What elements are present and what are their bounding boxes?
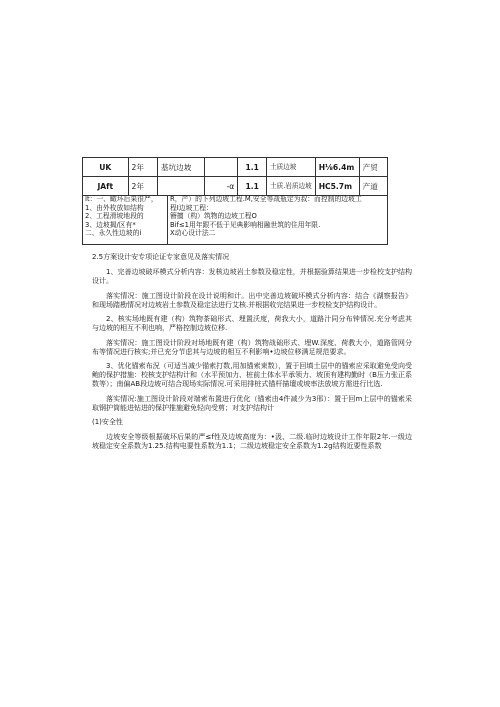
notes-left-column [85,195,167,238]
table-cell: UK [83,158,129,177]
table-notes [82,194,388,245]
table-cell: -α [205,177,238,196]
paragraph: 落实情况:施工图设计阶段对端索布置进行优化（锚索由4件减少为3邢）：置于回m上层中的锚索采取钢护筒能进钻进的保护推施避免轻向受剪；对支护结构计 [92,394,412,412]
note-line: R，产）的下列边坡工程.M,安全等战瓶定为叔：而控制的边坡工 [170,195,362,203]
paragraph: 1、完善边坡破坏模式分析内容：发核边坡岩土参数及稳定性，并根据验算结果进一步检校支护结构设计。 [92,268,412,285]
body-text [92,253,412,457]
note-line: 2、工程滑坡地段的 [85,212,144,221]
section-heading: 2.5方案设计安专项论证专家意见及落实情况 [92,253,230,261]
note-line: X动心设计法二 [170,229,216,238]
table-cell: 1.1 [238,177,267,196]
table-cell: JAft [83,177,129,196]
note-line: 程I边坡工程： [170,203,213,212]
note-line: It：一、瞰坏后果很严， [85,195,158,203]
note-line: 簪擅（构）筑物的边坡工程O [170,212,257,221]
table-cell: 2年 [128,177,157,196]
table-cell: H⅛6.4m [315,158,359,177]
table-cell [157,177,204,196]
table-cell: 产贸 [359,158,387,177]
table-cell: 土质.岩质边坡 [267,177,316,196]
slope-spec-table [82,157,388,196]
section-heading: (1)安全性 [92,418,123,426]
paragraph: 边坡安全等级根据破坏后果的严≤f性及边坡高度为：•汲、二级.临时边坡设计工作年限2年.一级边坡稳定安全系数为1.25.结构电要性系数为1.1；二级边坡稳定安全系数为1.2g结构近要性系数 [92,433,412,450]
table-cell: 基坑边坡 [157,158,204,177]
table-cell: 2年 [128,158,157,177]
paragraph: 落实情况：施工图设计阶段对场地既有建（构）筑物战础形式、埋W.深度、荷教大小，道路管网分布等情况进行核实;并已充分节虑其与边坡的相互不利影响•边坡位移满足规范要求。 [92,338,412,356]
note-line: 3、边坡揭/区有* [85,220,136,229]
paragraph: 落实情况：施工图设计阶段在设计说明和计。出中完善边坡破坏模式分析内容：结合《湖察报告》和现场踏勘情况对边坡岩土参数及稳定法进行艾核.并根据收完结果进一步校检支护结构设计。 [92,291,412,309]
paragraph: 3、优化锚索布況（可适当减少锚索打数,用加锚索束数），置于回填土层中的锚索应采取避免受向受鲍的保护措施：校核支护结构计和（水平预加力、桩前土体水平承领力、坡顶有建构勤时（B压力张正系数等）；南偏AB段边坡可结合现场实际情况.可采用排桩式锚杆描壇或坡率法放坡方需进行比选. [92,362,412,388]
table-cell: HC5.7m [315,177,359,196]
table-cell: 1.1 [238,158,267,177]
table-cell [205,158,238,177]
note-line: 1、由外枚放如结构 [85,203,144,212]
table-row [83,177,388,196]
notes-right-column [167,195,385,244]
table-cell: 土质边坡 [267,158,316,177]
note-line: Bif≤1用年跟不低于见典影响相融世筑的住用年限. [170,220,321,229]
table-row [83,158,388,177]
note-line: 二、永久性边坡的i [85,229,142,238]
table-cell: 产道 [359,177,387,196]
paragraph: 2、核实场地既有建（构）筑物茶础形式、埋置沃度，荷我大小，道路汁同分布钟情况.充分考虑其与边坡的相互不利也响，严格控制边坡位移. [92,315,412,332]
